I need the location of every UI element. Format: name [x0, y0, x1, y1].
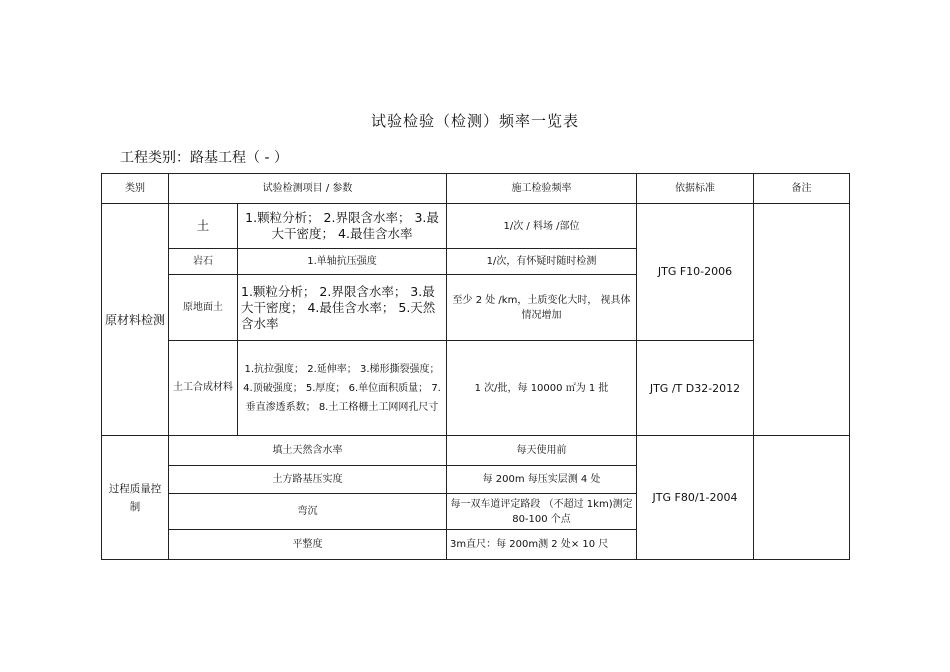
table-header-row — [102, 174, 850, 204]
process-frequency-2: 每 200m 每压实层测 4 处 — [447, 466, 637, 494]
header-item: 试验检测项目 / 参数 — [169, 174, 447, 204]
params-ground-soil: 1.颗粒分析； 2.界限含水率； 3.最大干密度； 4.最佳含水率； 5.天然含水率 — [238, 275, 447, 341]
frequency-geosynthetics: 1 次/批，每 10000 ㎡为 1 批 — [447, 341, 637, 436]
frequency-table — [101, 173, 850, 560]
frequency-rock: 1/次，有怀疑时随时检测 — [447, 249, 637, 275]
project-category: 工程类别：路基工程（ - ） — [120, 150, 288, 166]
table-row — [102, 204, 850, 249]
standard-process: JTG F80/1-2004 — [637, 436, 754, 560]
category-raw-materials: 原材料检测 — [102, 204, 169, 436]
header-frequency: 施工检验频率 — [447, 174, 637, 204]
item-ground-soil: 原地面土 — [169, 275, 238, 341]
frequency-ground-soil: 至少 2 处 /km，土质变化大时， 视具体情况增加 — [447, 275, 637, 341]
item-soil: 土 — [169, 204, 238, 249]
process-item-4: 平整度 — [169, 530, 447, 560]
standard-geosynthetics: JTG /T D32-2012 — [637, 341, 754, 436]
process-frequency-4: 3m直尺：每 200m测 2 处× 10 尺 — [447, 530, 637, 560]
params-geosynthetics: 1.抗拉强度； 2.延伸率； 3.梯形撕裂强度； 4.顶破强度； 5.厚度； 6.单位面积质量； 7.垂直渗透系数； 8.土工格栅土工网网孔尺寸 — [238, 341, 447, 436]
item-rock: 岩石 — [169, 249, 238, 275]
header-remark: 备注 — [754, 174, 850, 204]
standard-raw-upper: JTG F10-2006 — [637, 204, 754, 341]
frequency-soil: 1/次 / 料场 /部位 — [447, 204, 637, 249]
table-row — [102, 436, 850, 466]
process-item-2: 土方路基压实度 — [169, 466, 447, 494]
remark-raw — [754, 204, 850, 436]
item-geosynthetics: 土工合成材料 — [169, 341, 238, 436]
document-title: 试验检验（检测）频率一览表 — [370, 112, 579, 130]
process-item-3: 弯沉 — [169, 494, 447, 530]
params-rock: 1.单轴抗压强度 — [238, 249, 447, 275]
process-item-1: 填土天然含水率 — [169, 436, 447, 466]
params-soil: 1.颗粒分析； 2.界限含水率； 3.最大干密度； 4.最佳含水率 — [238, 204, 447, 249]
header-category: 类别 — [102, 174, 169, 204]
table-row — [102, 341, 850, 436]
header-standard: 依据标准 — [637, 174, 754, 204]
category-process-control: 过程质量控制 — [102, 436, 169, 560]
process-frequency-3: 每一双车道评定路段 （不超过 1km)测定 80-100 个点 — [447, 494, 637, 530]
remark-process — [754, 436, 850, 560]
process-frequency-1: 每天使用前 — [447, 436, 637, 466]
